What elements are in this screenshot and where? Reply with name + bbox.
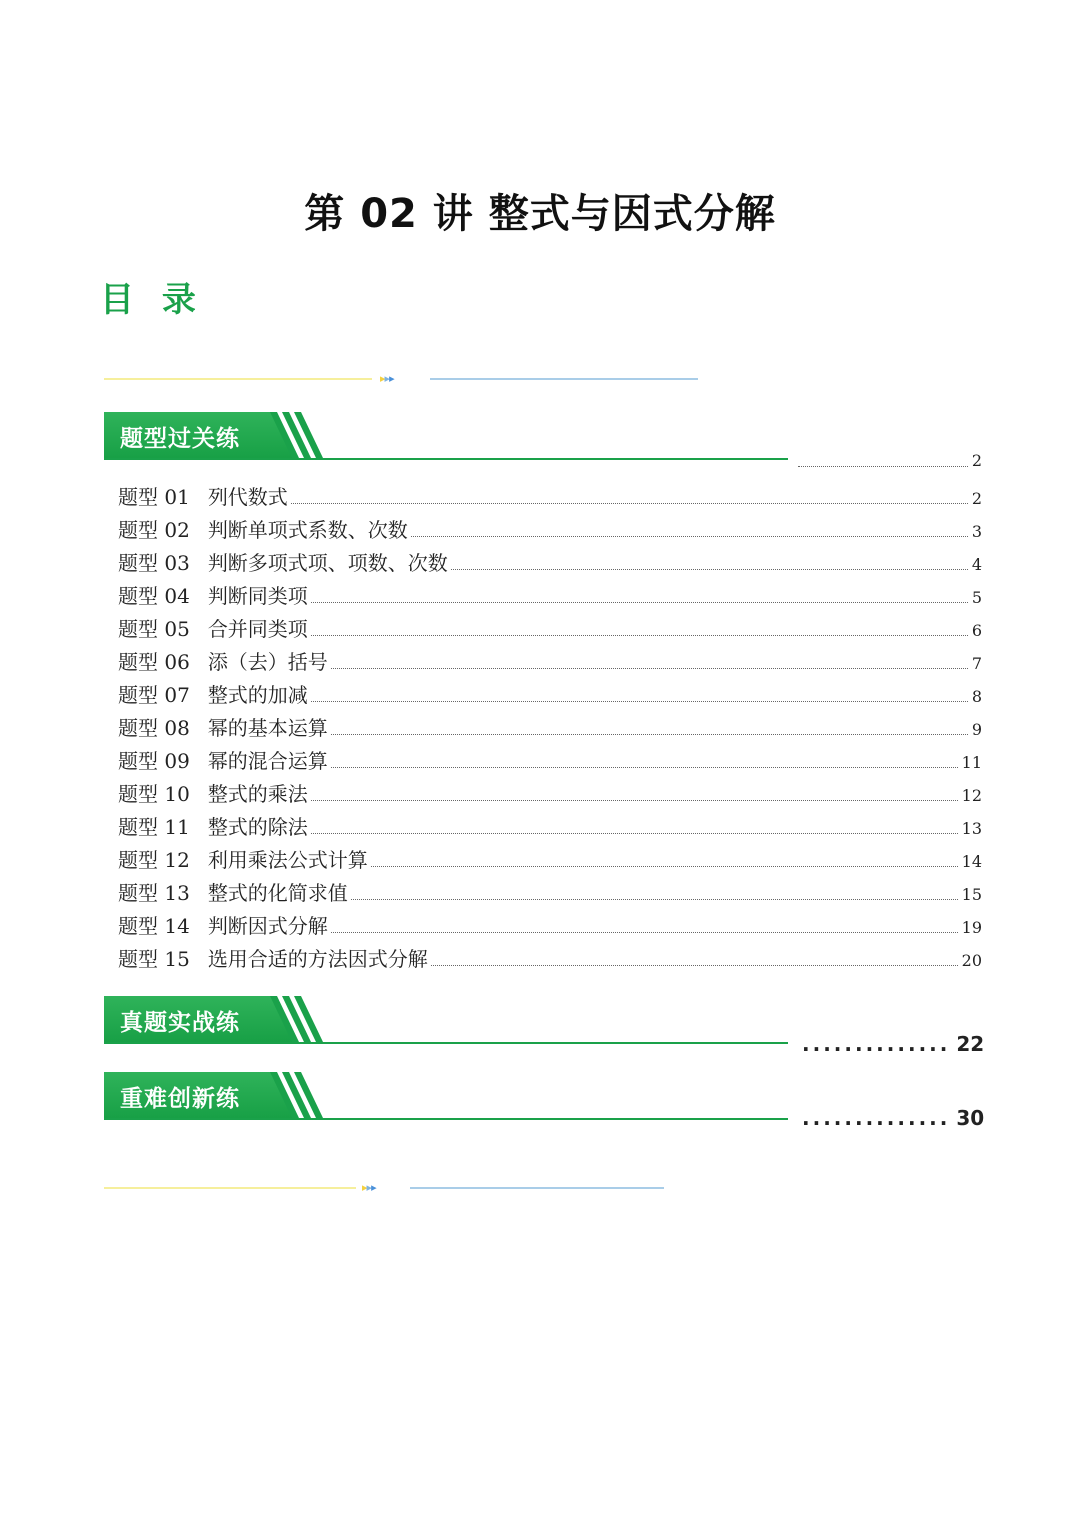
toc-entry-09[interactable]: 题型 09 幂的混合运算 11: [118, 749, 982, 773]
entry-text: 整式的乘法: [207, 782, 308, 806]
page-number: 6: [971, 621, 982, 640]
entry-text: 整式的加减: [207, 683, 308, 707]
page-number: 30: [956, 1106, 985, 1130]
entry-text: 利用乘法公式计算: [207, 848, 368, 872]
entry-text: 合并同类项: [207, 617, 308, 641]
page-number: 14: [961, 852, 982, 871]
section-label: 题型过关练: [120, 426, 240, 452]
divider-bottom: [104, 1181, 664, 1195]
entry-text: 列代数式: [207, 485, 288, 509]
entry-text: 判断多项式项、项数、次数: [207, 551, 448, 575]
toc-entry-07[interactable]: 题型 07 整式的加减 8: [118, 683, 982, 707]
entry-text: 整式的化简求值: [207, 881, 348, 905]
page-number: 22: [956, 1032, 985, 1056]
toc-entry-04[interactable]: 题型 04 判断同类项 5: [118, 584, 982, 608]
toc-entry-08[interactable]: 题型 08 幂的基本运算 9: [118, 716, 982, 740]
toc-entry-11[interactable]: 题型 11 整式的除法 13: [118, 815, 982, 839]
page-number: 11: [961, 753, 982, 772]
toc-entry-exam-page[interactable]: .............. 22: [802, 1032, 985, 1056]
page-number: 3: [971, 522, 982, 541]
entry-text: 整式的除法: [207, 815, 308, 839]
toc-entry-05[interactable]: 题型 05 合并同类项 6: [118, 617, 982, 641]
arrows-icon: ▸▸▸: [362, 1181, 376, 1194]
section-banner-practice: [104, 412, 788, 462]
toc-entry-13[interactable]: 题型 13 整式的化简求值 15: [118, 881, 982, 905]
toc-entry-12[interactable]: 题型 12 利用乘法公式计算 14: [118, 848, 982, 872]
page-number: 19: [961, 918, 982, 937]
toc-entry-06[interactable]: 题型 06 添（去）括号 7: [118, 650, 982, 674]
entry-text: 幂的混合运算: [207, 749, 328, 773]
page-number: 7: [971, 654, 982, 673]
toc-entry-15[interactable]: 题型 15 选用合适的方法因式分解 20: [118, 947, 982, 971]
page-number: 5: [971, 588, 982, 607]
divider-top: [104, 372, 698, 386]
arrows-icon: ▸▸▸: [380, 372, 394, 385]
page-number: 13: [961, 819, 982, 838]
entry-text: 添（去）括号: [207, 650, 328, 674]
section-banner-innovation: [104, 1072, 788, 1122]
section-label: 真题实战练: [120, 1010, 240, 1036]
toc-entry-14[interactable]: 题型 14 判断因式分解 19: [118, 914, 982, 938]
page-number: 12: [961, 786, 982, 805]
toc-entry-01[interactable]: 题型 01 列代数式 2: [118, 485, 982, 509]
toc-entry-innovation-page[interactable]: .............. 30: [802, 1106, 985, 1130]
section-label: 重难创新练: [120, 1086, 240, 1112]
toc-entry-02[interactable]: 题型 02 判断单项式系数、次数 3: [118, 518, 982, 542]
toc-heading: 目 录: [100, 280, 204, 320]
entry-text: 判断因式分解: [207, 914, 328, 938]
toc-entry-practice-page[interactable]: [798, 450, 982, 472]
page-number: 8: [971, 687, 982, 706]
page-number: 4: [971, 555, 982, 574]
entry-text: 幂的基本运算: [207, 716, 328, 740]
page-number: 2: [971, 451, 982, 470]
entry-text: 判断单项式系数、次数: [207, 518, 408, 542]
entry-text: 判断同类项: [207, 584, 308, 608]
page-number: 2: [971, 489, 982, 508]
section-banner-exam: [104, 996, 788, 1046]
page-number: 15: [961, 885, 982, 904]
toc-entry-03[interactable]: 题型 03 判断多项式项、项数、次数 4: [118, 551, 982, 575]
toc-entry-10[interactable]: 题型 10 整式的乘法 12: [118, 782, 982, 806]
page-number: 9: [971, 720, 982, 739]
document-title: 第 02 讲 整式与因式分解: [304, 191, 776, 237]
entry-text: 选用合适的方法因式分解: [207, 947, 428, 971]
page-number: 20: [961, 951, 982, 970]
